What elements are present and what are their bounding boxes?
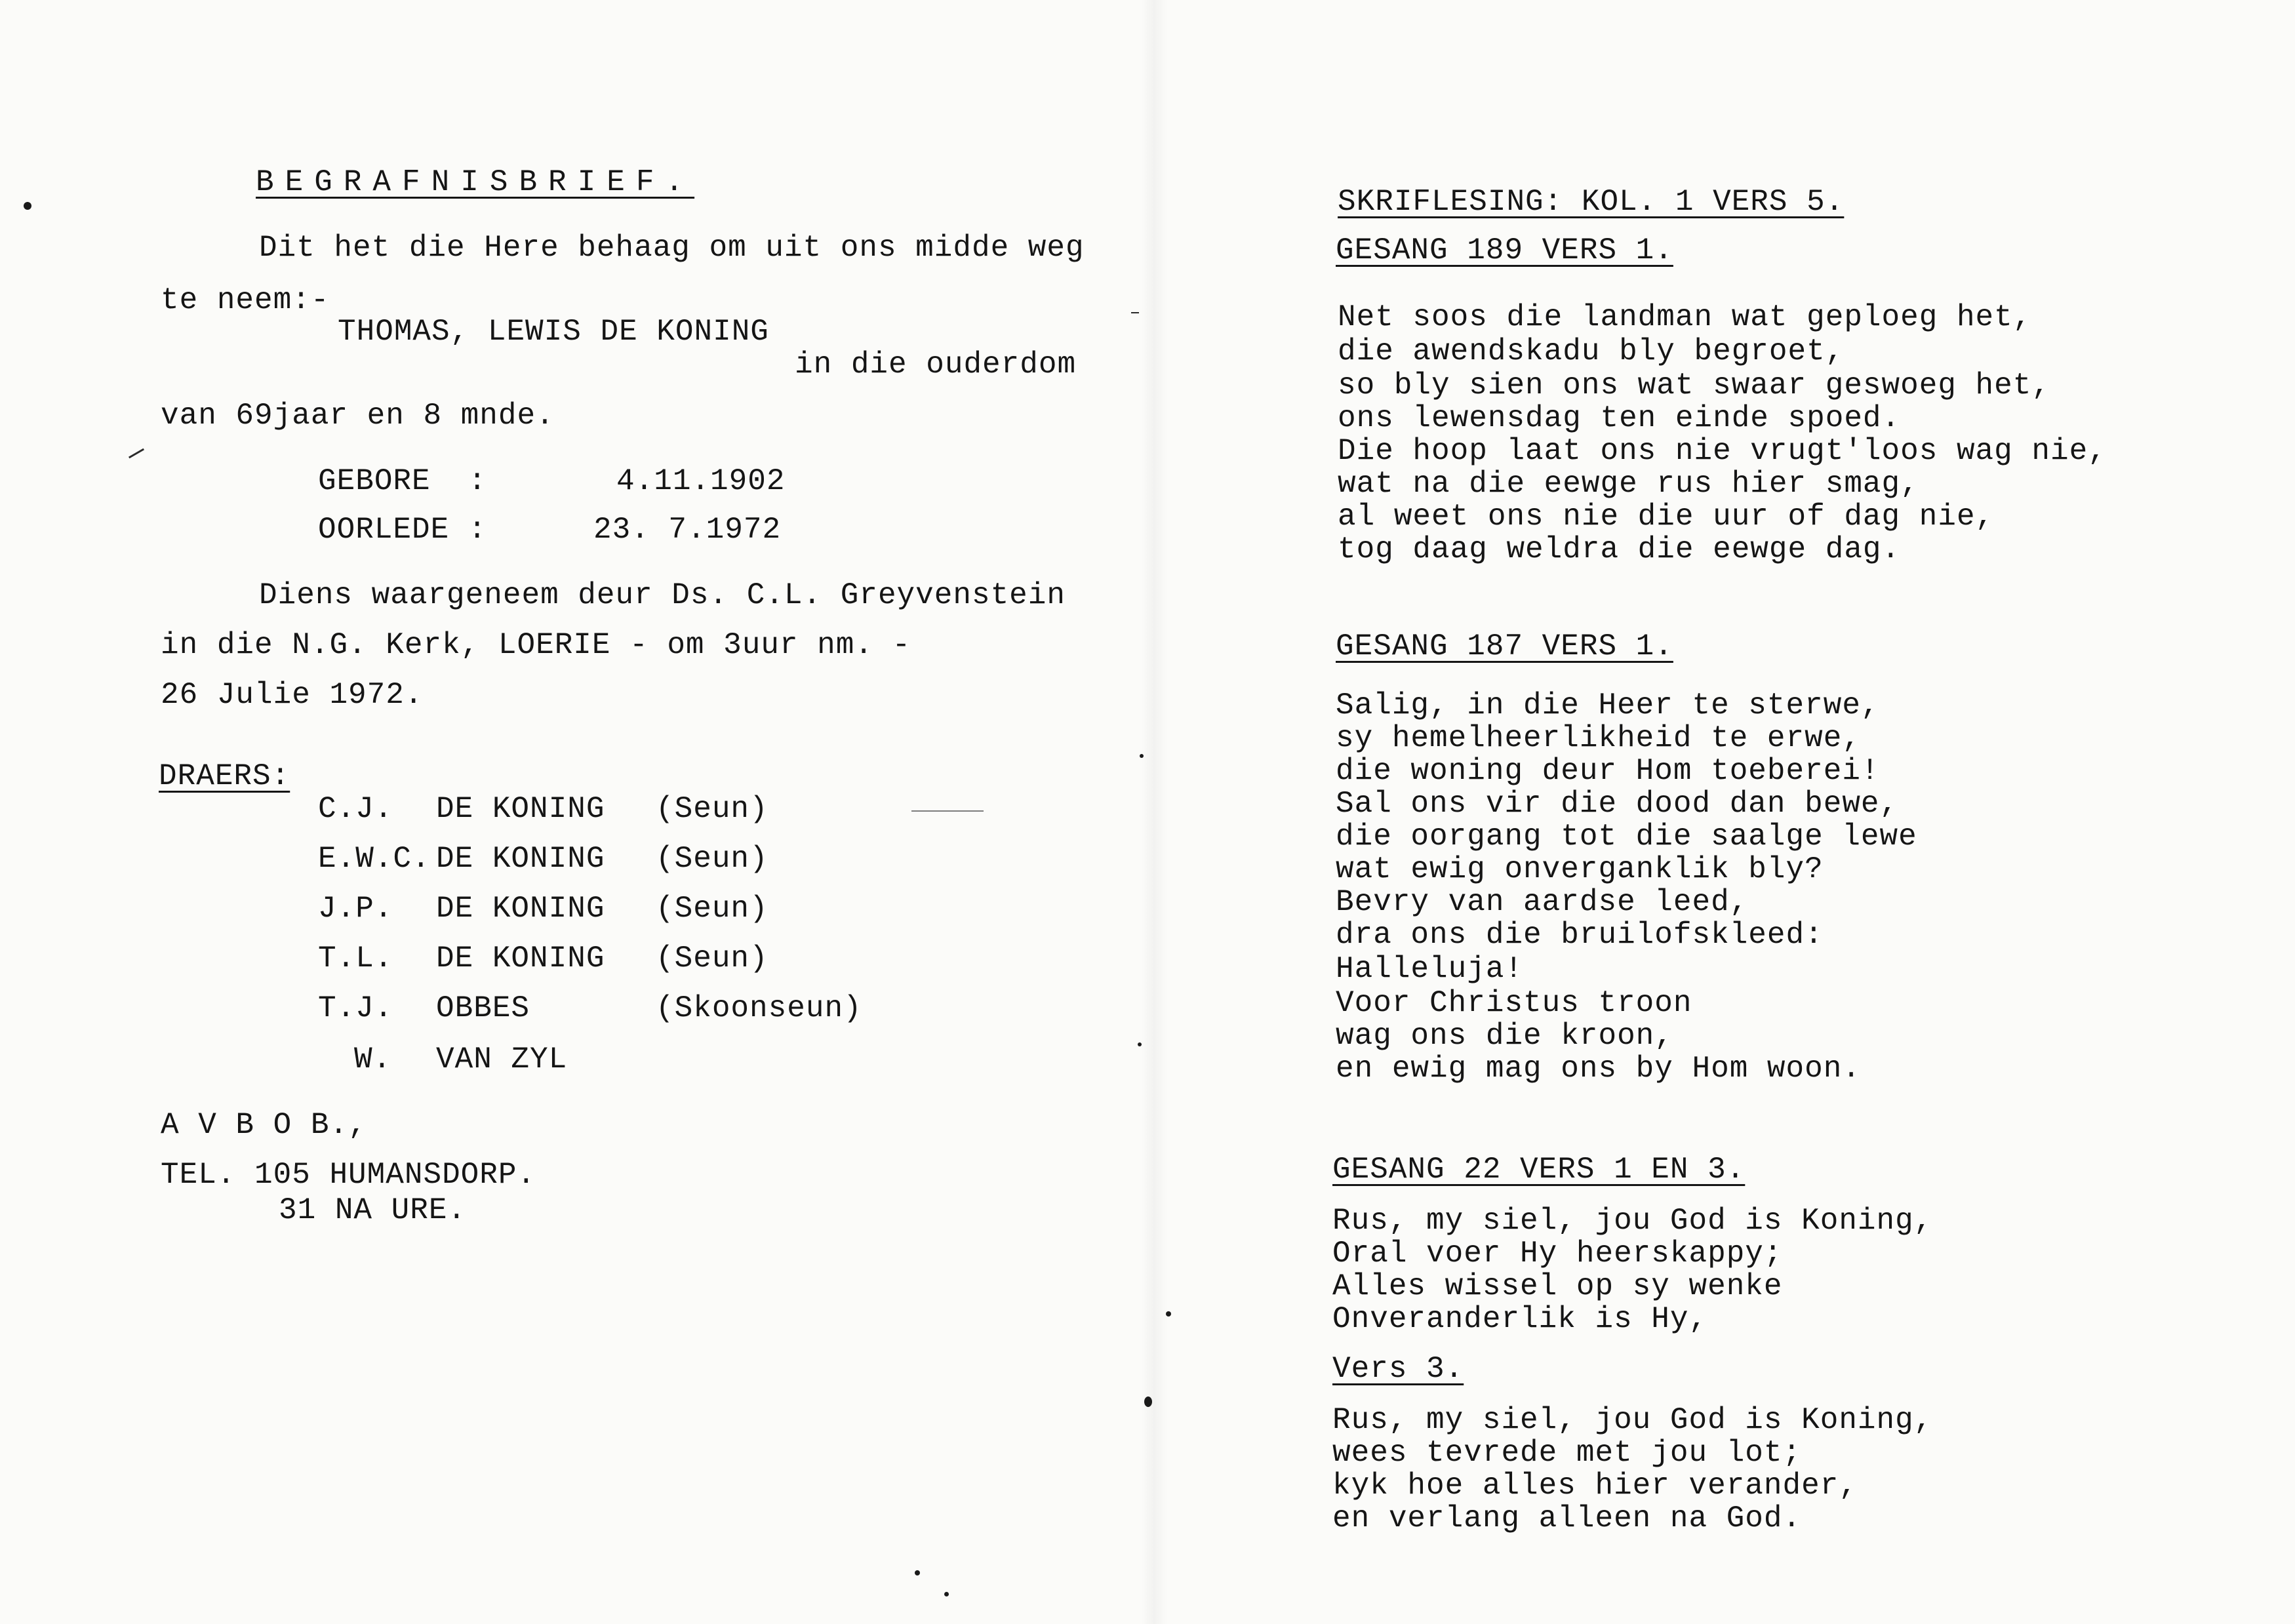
- bearer-relation: (Seun): [656, 792, 768, 826]
- verse-line: Voor Christus troon: [1336, 986, 1692, 1020]
- verse-line: Die hoop laat ons nie vrugt'loos wag nie,: [1338, 434, 2107, 468]
- verse-line: wag ons die kroon,: [1336, 1019, 1673, 1053]
- verse-line: Rus, my siel, jou God is Koning,: [1332, 1403, 1933, 1437]
- verse-line: Rus, my siel, jou God is Koning,: [1332, 1204, 1933, 1238]
- bearer-initials: J.P.: [318, 892, 393, 926]
- ink-speck: [1140, 754, 1144, 758]
- deceased-name: THOMAS, LEWIS DE KONING: [338, 315, 769, 349]
- verse-line: Alles wissel op sy wenke: [1332, 1269, 1783, 1303]
- page-fold: [1141, 0, 1167, 1624]
- bearer-relation: (Seun): [656, 941, 768, 976]
- service-line-2: in die N.G. Kerk, LOERIE - om 3uur nm. -: [161, 628, 911, 662]
- scripture-reading: SKRIFLESING: KOL. 1 VERS 5.: [1338, 185, 1845, 219]
- verse-line: so bly sien ons wat swaar geswoeg het,: [1338, 368, 2050, 403]
- verse-line: al weet ons nie die uur of dag nie,: [1338, 500, 1995, 534]
- verse-line: die awendskadu bly begroet,: [1338, 334, 1845, 368]
- bearer-surname: DE KONING: [436, 892, 605, 926]
- bearers-heading: DRAERS:: [159, 759, 290, 793]
- undertaker-name: A V B O B.,: [161, 1108, 367, 1142]
- bearer-initials: C.J.: [318, 792, 393, 826]
- pen-mark: [129, 448, 144, 459]
- bearer-relation: (Skoonseun): [656, 991, 862, 1025]
- bearer-initials: T.J.: [318, 991, 393, 1025]
- verse-line: tog daag weldra die eewge dag.: [1338, 532, 1901, 566]
- ink-speck: [915, 1570, 920, 1575]
- bearer-initials: E.W.C.: [318, 842, 431, 876]
- ink-speck: [944, 1592, 949, 1596]
- verse-line: Halleluja!: [1336, 952, 1524, 986]
- age-line-1: in die ouderdom: [795, 347, 1077, 382]
- ink-speck: [1138, 1042, 1142, 1046]
- letter-title: BEGRAFNISBRIEF.: [256, 165, 695, 199]
- verse-line: wat ewig onverganklik bly?: [1336, 852, 1824, 886]
- bearer-relation: (Seun): [656, 892, 768, 926]
- hymn-187-heading: GESANG 187 VERS 1.: [1336, 629, 1673, 663]
- verse-line: Sal ons vir die dood dan bewe,: [1336, 787, 1899, 821]
- verse-line: die woning deur Hom toeberei!: [1336, 754, 1880, 788]
- verse-line: wat na die eewge rus hier smag,: [1338, 467, 1919, 501]
- verse-3-heading: Vers 3.: [1332, 1352, 1464, 1386]
- verse-line: kyk hoe alles hier verander,: [1332, 1469, 1858, 1503]
- verse-line: en verlang alleen na God.: [1332, 1501, 1802, 1535]
- stray-mark: [1131, 312, 1139, 313]
- bearer-initials: W.: [354, 1042, 392, 1077]
- verse-line: Bevry van aardse leed,: [1336, 885, 1749, 919]
- ink-speck: [24, 202, 31, 210]
- intro-line-1: Dit het die Here behaag om uit ons midde weg: [259, 231, 1085, 265]
- bearer-surname: DE KONING: [436, 792, 605, 826]
- bearer-surname: VAN ZYL: [436, 1042, 568, 1077]
- verse-line: sy hemelheerlikheid te erwe,: [1336, 721, 1861, 755]
- after-hours-phone: 31 NA URE.: [279, 1193, 467, 1227]
- verse-line: Onveranderlik is Hy,: [1332, 1302, 1708, 1336]
- verse-line: dra ons die bruilofskleed:: [1336, 918, 1824, 952]
- undertaker-phone: TEL. 105 HUMANSDORP.: [161, 1158, 536, 1192]
- service-line-1: Diens waargeneem deur Ds. C.L. Greyvenstein: [259, 578, 1066, 612]
- bearer-surname: OBBES: [436, 991, 530, 1025]
- verse-line: ons lewensdag ten einde spoed.: [1338, 401, 1901, 435]
- hymn-22-heading: GESANG 22 VERS 1 EN 3.: [1332, 1153, 1746, 1187]
- verse-line: Oral voer Hy heerskappy;: [1332, 1237, 1783, 1271]
- service-line-3: 26 Julie 1972.: [161, 678, 424, 712]
- verse-line: Net soos die landman wat geploeg het,: [1338, 300, 2032, 334]
- bearer-initials: T.L.: [318, 941, 393, 976]
- verse-line: wees tevrede met jou lot;: [1332, 1436, 1802, 1470]
- ink-speck: [1144, 1396, 1152, 1407]
- hymn-189-heading: GESANG 189 VERS 1.: [1336, 233, 1673, 267]
- born-label: GEBORE :: [318, 464, 487, 498]
- bearer-surname: DE KONING: [436, 941, 605, 976]
- ink-speck: [1166, 1311, 1171, 1317]
- verse-line: Salig, in die Heer te sterwe,: [1336, 688, 1880, 723]
- died-label: OORLEDE :: [318, 513, 487, 547]
- verse-line: die oorgang tot die saalge lewe: [1336, 820, 1917, 854]
- intro-line-2: te neem:-: [161, 283, 330, 317]
- bearer-surname: DE KONING: [436, 842, 605, 876]
- bearer-relation: (Seun): [656, 842, 768, 876]
- verse-line: en ewig mag ons by Hom woon.: [1336, 1052, 1861, 1086]
- age-line-2: van 69jaar en 8 mnde.: [161, 399, 555, 433]
- died-date: 23. 7.1972: [593, 513, 782, 547]
- stray-line: [911, 810, 984, 812]
- born-date: 4.11.1902: [616, 464, 786, 498]
